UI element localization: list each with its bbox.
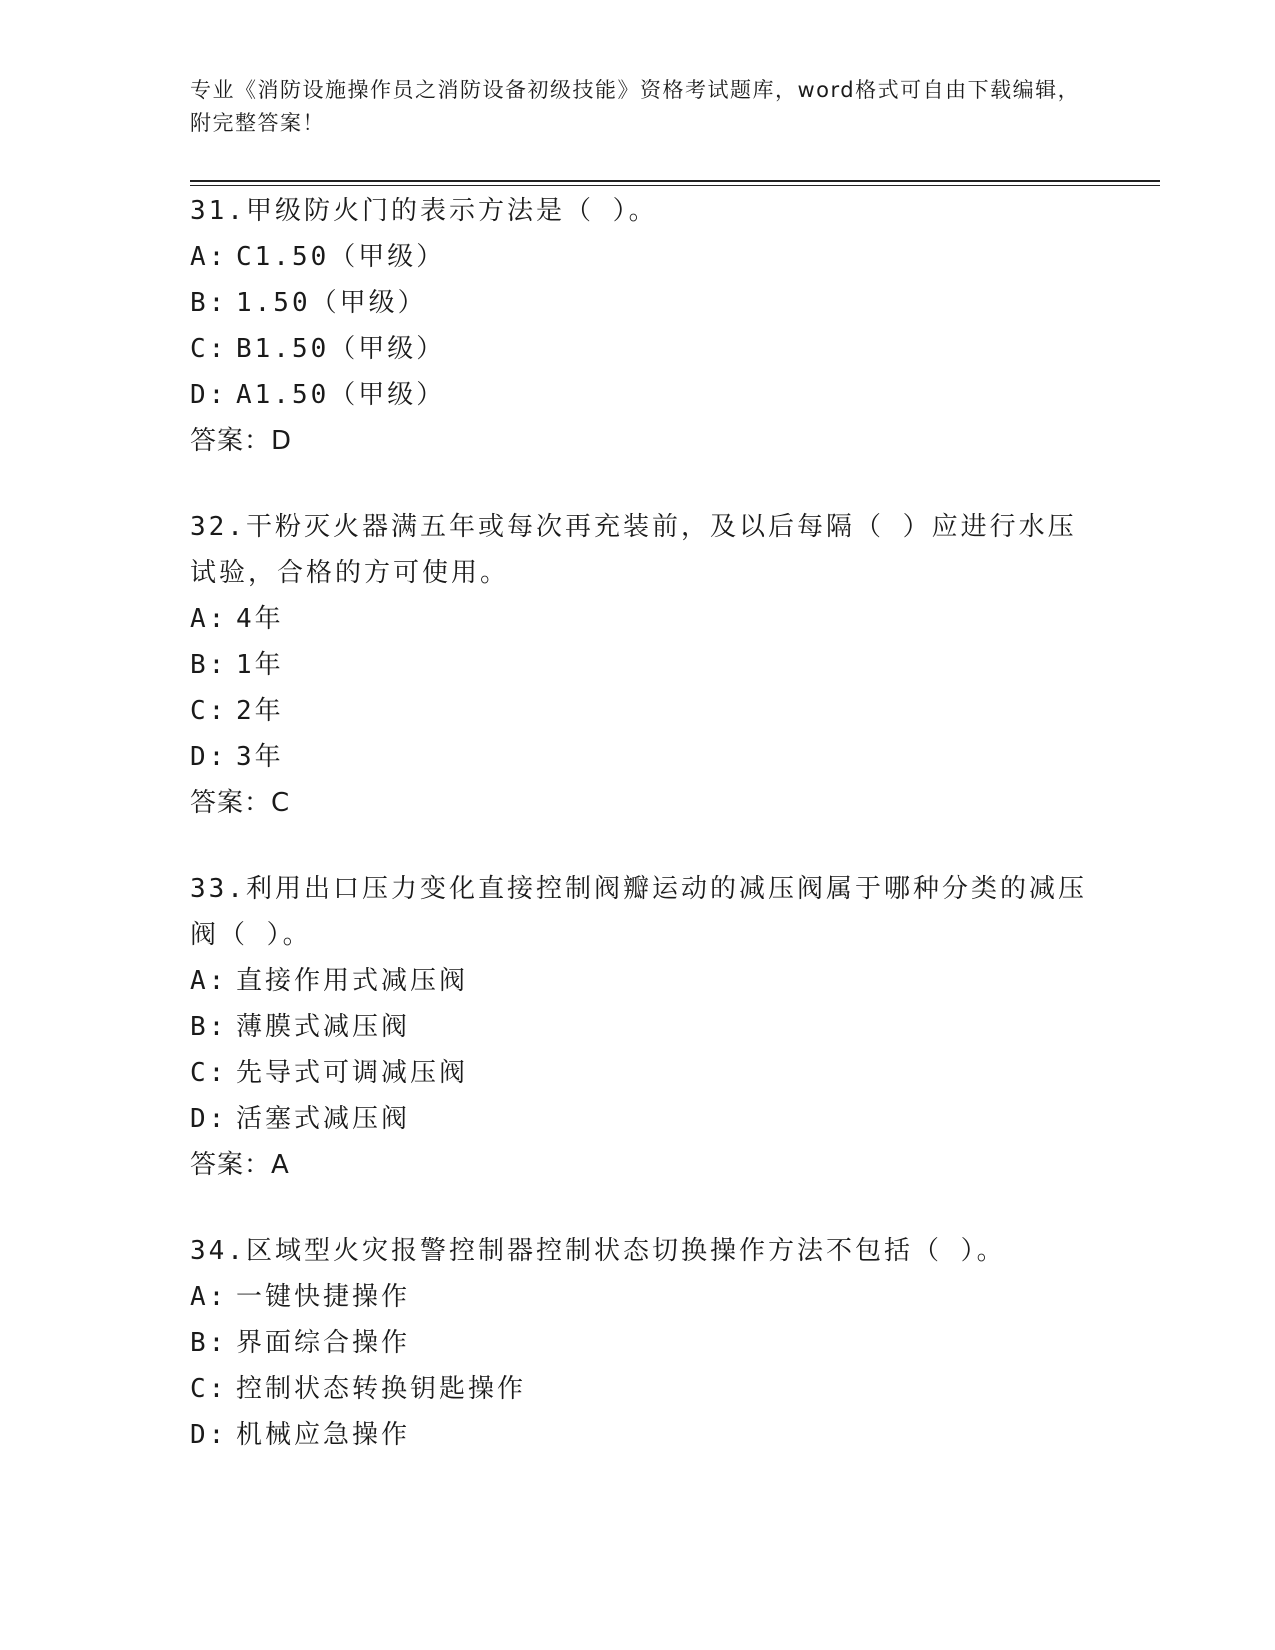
option-text: 一键快捷操作 bbox=[236, 1282, 411, 1312]
option-b bbox=[190, 1004, 1090, 1050]
option-key: A: bbox=[190, 1282, 228, 1312]
answer-line: 答案：D bbox=[190, 426, 293, 456]
option-text: 4年 bbox=[236, 604, 284, 634]
option-key: A: bbox=[190, 966, 228, 996]
option-key: C: bbox=[190, 334, 228, 364]
option-d bbox=[190, 1096, 1090, 1142]
option-key: D: bbox=[190, 742, 228, 772]
option-key: D: bbox=[190, 380, 228, 410]
option-key: C: bbox=[190, 696, 228, 726]
answer-line: 答案：C bbox=[190, 788, 291, 818]
question-34 bbox=[190, 1228, 1090, 1458]
option-a bbox=[190, 596, 1090, 642]
question-stem: 34.区域型火灾报警控制器控制状态切换操作方法不包括（ ）。 bbox=[190, 1236, 1006, 1266]
option-text: A1.50（甲级） bbox=[236, 380, 446, 410]
option-key: D: bbox=[190, 1104, 228, 1134]
option-c bbox=[190, 688, 1090, 734]
option-text: 2年 bbox=[236, 696, 284, 726]
answer-line: 答案：A bbox=[190, 1150, 290, 1180]
option-text: B1.50（甲级） bbox=[236, 334, 446, 364]
option-b bbox=[190, 642, 1090, 688]
question-33 bbox=[190, 866, 1090, 1188]
option-b bbox=[190, 280, 1090, 326]
option-d bbox=[190, 1412, 1090, 1458]
option-c bbox=[190, 1050, 1090, 1096]
option-text: 机械应急操作 bbox=[236, 1420, 411, 1450]
option-text: 1.50（甲级） bbox=[236, 288, 427, 318]
option-text: 1年 bbox=[236, 650, 284, 680]
option-c bbox=[190, 1366, 1090, 1412]
option-text: 直接作用式减压阀 bbox=[236, 966, 469, 996]
option-text: 先导式可调减压阀 bbox=[236, 1058, 469, 1088]
option-key: A: bbox=[190, 242, 228, 272]
question-31 bbox=[190, 188, 1090, 464]
option-key: B: bbox=[190, 1328, 228, 1358]
document-intro: 专业《消防设施操作员之消防设备初级技能》资格考试题库，word格式可自由下载编辑，附完整答案！ bbox=[190, 78, 1081, 135]
option-key: D: bbox=[190, 1420, 228, 1450]
option-key: C: bbox=[190, 1374, 228, 1404]
option-key: B: bbox=[190, 1012, 228, 1042]
option-text: 薄膜式减压阀 bbox=[236, 1012, 411, 1042]
option-text: 控制状态转换钥匙操作 bbox=[236, 1374, 527, 1404]
question-list bbox=[190, 188, 1090, 1498]
header-rule-thick bbox=[190, 180, 1160, 182]
option-text: 界面综合操作 bbox=[236, 1328, 411, 1358]
option-c bbox=[190, 326, 1090, 372]
option-key: B: bbox=[190, 288, 228, 318]
option-d bbox=[190, 372, 1090, 418]
option-key: C: bbox=[190, 1058, 228, 1088]
question-stem: 33.利用出口压力变化直接控制阀瓣运动的减压阀属于哪种分类的减压阀（ ）。 bbox=[190, 874, 1087, 950]
option-key: B: bbox=[190, 650, 228, 680]
option-text: 3年 bbox=[236, 742, 284, 772]
option-a bbox=[190, 958, 1090, 1004]
option-a bbox=[190, 234, 1090, 280]
option-b bbox=[190, 1320, 1090, 1366]
question-stem: 31.甲级防火门的表示方法是（ ）。 bbox=[190, 196, 658, 226]
option-text: 活塞式减压阀 bbox=[236, 1104, 411, 1134]
question-32 bbox=[190, 504, 1090, 826]
option-key: A: bbox=[190, 604, 228, 634]
option-d bbox=[190, 734, 1090, 780]
option-a bbox=[190, 1274, 1090, 1320]
header-rule-thin bbox=[190, 185, 1160, 186]
option-text: C1.50（甲级） bbox=[236, 242, 446, 272]
question-stem: 32.干粉灭火器满五年或每次再充装前，及以后每隔（ ）应进行水压试验，合格的方可使用。 bbox=[190, 512, 1077, 588]
